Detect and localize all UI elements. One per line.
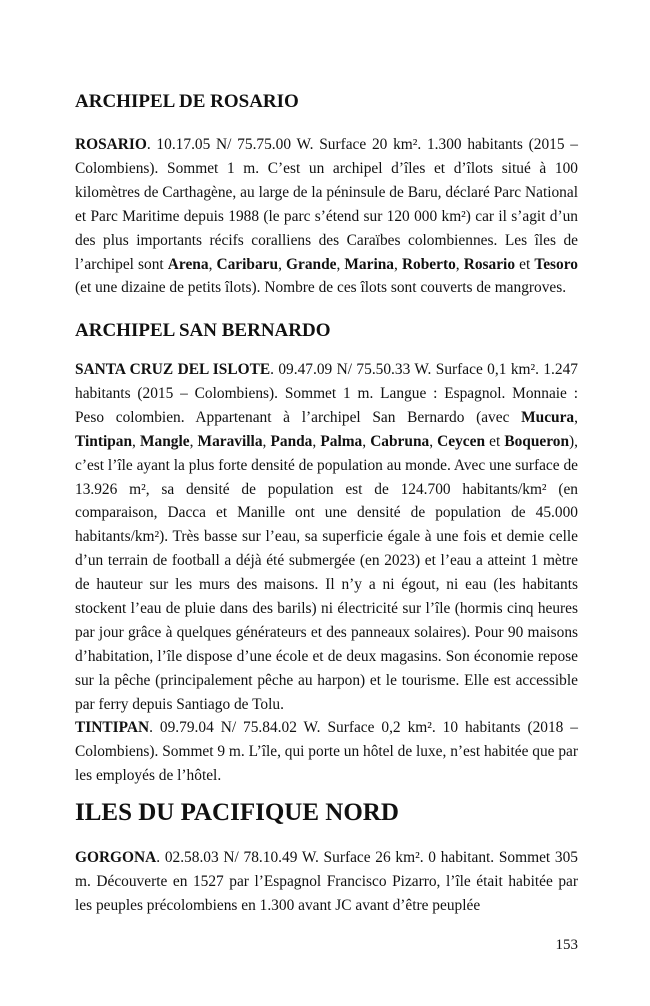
entry-name-gorgona: GORGONA [75, 849, 157, 866]
entry-name-santa-cruz: SANTA CRUZ DEL ISLOTE [75, 361, 271, 378]
island-roberto: Roberto [401, 255, 456, 273]
island-grande: Grande [286, 255, 337, 273]
island-ceycen: Ceycen [437, 432, 486, 450]
island-maravilla: Maravilla [197, 432, 263, 450]
island-mangle: Mangle [140, 432, 190, 450]
paragraph-tintipan: TINTIPAN. 09.79.04 N/ 75.84.02 W. Surface 0,2 km². 10 habitants (2018 – Colombiens). Sommet 9 m. L’île, qui porte un hôtel de luxe, n’est habitée que par les employés de l’hôtel. [75, 719, 578, 784]
island-mucura: Mucura [521, 408, 575, 426]
paragraph-rosario: ROSARIO. 10.17.05 N/ 75.75.00 W. Surface 20 km². 1.300 habitants (2015 – Colombiens). Sommet 1 m. C’est un archipel d’îles et d’îlots situé à 100 kilomètres de Carthagène, au large de la péninsule de Baru, déclaré Parc National et Parc Maritime depuis 1988 (le parc s’étend sur 120 000 km²) car il s’agit d’un des plus importants récifs coralliens des Caraïbes colombiennes. Les îles de l’archipel sont Arena, Caribaru, Grande, Marina, Roberto, Rosario et Tesoro (et une dizaine de petits îlots). Nombre de ces îlots sont couverts de mangroves. [75, 136, 578, 297]
island-arena: Arena [167, 255, 209, 273]
page-number: 153 [555, 937, 578, 953]
island-cabruna: Cabruna [370, 432, 430, 450]
island-boqueron: Boqueron [504, 432, 570, 450]
heading-archipel-san-bernardo: ARCHIPEL SAN BERNARDO [75, 320, 331, 341]
island-palma: Palma [320, 432, 363, 450]
paragraph-santa-cruz-del-islote: SANTA CRUZ DEL ISLOTE. 09.47.09 N/ 75.50.33 W. Surface 0,1 km². 1.247 habitants (2015 – Colombiens). Sommet 1 m. Langue : Espagnol. Monnaie : Peso colombien. Appartenant à l’archipel San Bernardo (avec Mucura, Tintipan, Mangle, Maravilla, Panda, Palma, Cabruna, Ceycen et Boqueron), c’est l’île ayant la plus forte densité de population au monde. Avec une surface de 13.926 m², sa densité de population est de 124.700 habitants/km² (en comparaison, Dacca et Manille ont une densité de population de 45.000 habitants/km²). Très basse sur l’eau, sa superficie égale à une fois et demie celle d’un terrain de football a déjà été submergée (en 2023) et l’eau a atteint 1 mètre de hauteur sur les murs des maisons. Il n’y a ni égout, ni eau (les habitants stockent l’eau de pluie dans des barils) ni électricité sur l’île (hormis cinq heures par jour grâce à quelques générateurs et des panneaux solaires). Pour 90 maisons d’habitation, l’île dispose d’une école et de deux magasins. Son économie repose sur la pêche (principalement pêche au harpon) et le tourisme. Elle est accessible par ferry depuis Santiago de Tolu. [75, 361, 579, 713]
island-tesoro: Tesoro [534, 255, 578, 273]
heading-iles-du-pacifique-nord: ILES DU PACIFIQUE NORD [75, 799, 399, 826]
entry-name-rosario: ROSARIO [75, 136, 147, 153]
heading-archipel-de-rosario: ARCHIPEL DE ROSARIO [75, 91, 299, 112]
paragraph-gorgona: GORGONA. 02.58.03 N/ 78.10.49 W. Surface 26 km². 0 habitant. Sommet 305 m. Découverte en 1527 par l’Espagnol Francisco Pizarro, l’île était habitée par les peuples précolombiens en 1.300 avant JC avant d’être peuplée [75, 849, 578, 914]
island-caribaru: Caribaru [216, 255, 279, 273]
island-rosario: Rosario [463, 255, 516, 273]
island-tintipan: Tintipan [75, 432, 133, 450]
island-marina: Marina [344, 255, 394, 273]
entry-name-tintipan: TINTIPAN [75, 719, 150, 736]
island-panda: Panda [270, 432, 313, 450]
